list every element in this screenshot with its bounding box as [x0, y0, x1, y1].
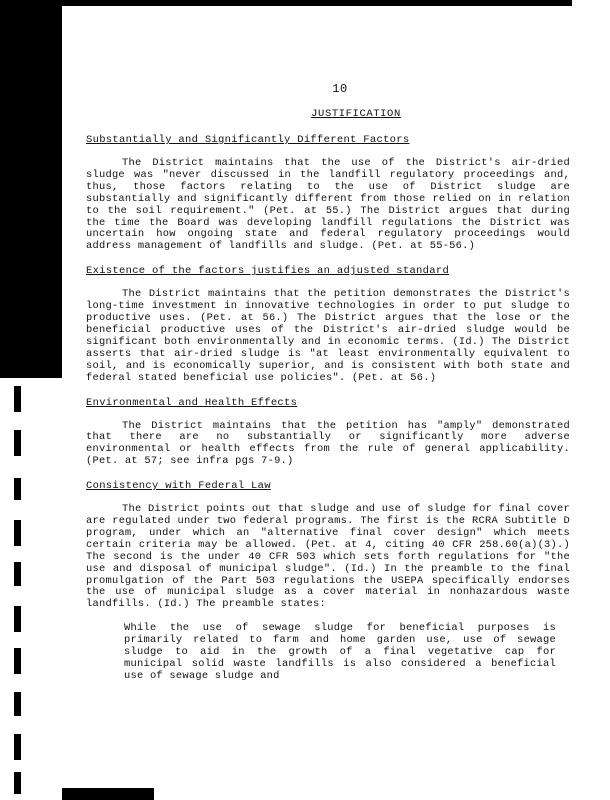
- scan-border-left: [0, 0, 62, 378]
- section-paragraph: The District maintains that the use of the District's air-dried sludge was "never discussed in the landfill regulatory proceedings and, thus, those factors relating to the use of District sludge are substantially and significantly different from those relied on in relation to the soil requirement." (Pet. at 55.) The District argues that during the time the Board was developing landfill regulations the District was uncertain how ongoing state and federal regulatory proceedings would address management of landfills and sludge. (Pet. at 55-56.): [86, 157, 570, 253]
- scan-mark: [14, 520, 21, 546]
- section-paragraph: The District points out that sludge and use of sludge for final cover are regulated under two federal programs. The first is the RCRA Subtitle D program, under which an "alternative final cover design" which meets certain criteria may be allowed. (Pet. at 4, citing 40 CFR 258.60(a)(3).) The second is the under 40 CFR 503 which sets forth regulations for "the use and disposal of municipal sludge". (Id.) In the preamble to the final promulgation of the Part 503 regulations the USEPA specifically endorses the use of municipal sludge as a cover material in nonhazardous waste landfills. (Id.) The preamble states:: [86, 503, 570, 611]
- section-heading: Existence of the factors justifies an adjusted standard: [86, 265, 450, 278]
- scan-mark: [14, 478, 21, 500]
- section-paragraph: The District maintains that the petition has "amply" demonstrated that there are no substantially or significantly more adverse environmental or health effects from the rule of general applicability. (Pet. at 57; see infra pgs 7-9.): [86, 419, 570, 468]
- scan-mark: [14, 648, 21, 674]
- scan-mark: [14, 692, 21, 716]
- scan-border-bottom: [62, 788, 154, 800]
- section-heading: Substantially and Significantly Different Factors: [86, 134, 410, 146]
- scan-mark: [14, 606, 21, 632]
- document-title: JUSTIFICATION: [311, 108, 401, 120]
- scan-mark: [14, 734, 21, 760]
- scan-mark: [14, 430, 21, 456]
- scan-border-top: [62, 0, 572, 6]
- section-paragraph: The District maintains that the petition demonstrates the District's long-time investment in innovative technologies in order to put sludge to productive uses. (Pet. at 56.) The District argues that the lose or the beneficial productive uses of the District's air-dried sludge would be significant both environmentally and in economic terms. (Id.) The District asserts that air-dried sludge is "at least environmentally equivalent to soil, and is economically superior, and is consistent with both state and federal stated beneficial use policies". (Pet. at 56.): [86, 288, 570, 384]
- block-quote: While the use of sewage sludge for beneficial purposes is primarily related to farm and home garden use, use of sewage sludge to aid in the growth of a final vegetative cap for municipal solid waste landfills is also considered a beneficial use of sewage sludge and: [124, 622, 556, 682]
- scan-mark: [14, 386, 21, 412]
- scan-mark: [14, 772, 21, 794]
- section-heading: Environmental and Health Effects: [86, 396, 298, 409]
- page-number: 10: [332, 82, 348, 96]
- scan-mark: [14, 562, 21, 586]
- section-heading: Consistency with Federal Law: [86, 480, 271, 493]
- document-page: [86, 82, 570, 683]
